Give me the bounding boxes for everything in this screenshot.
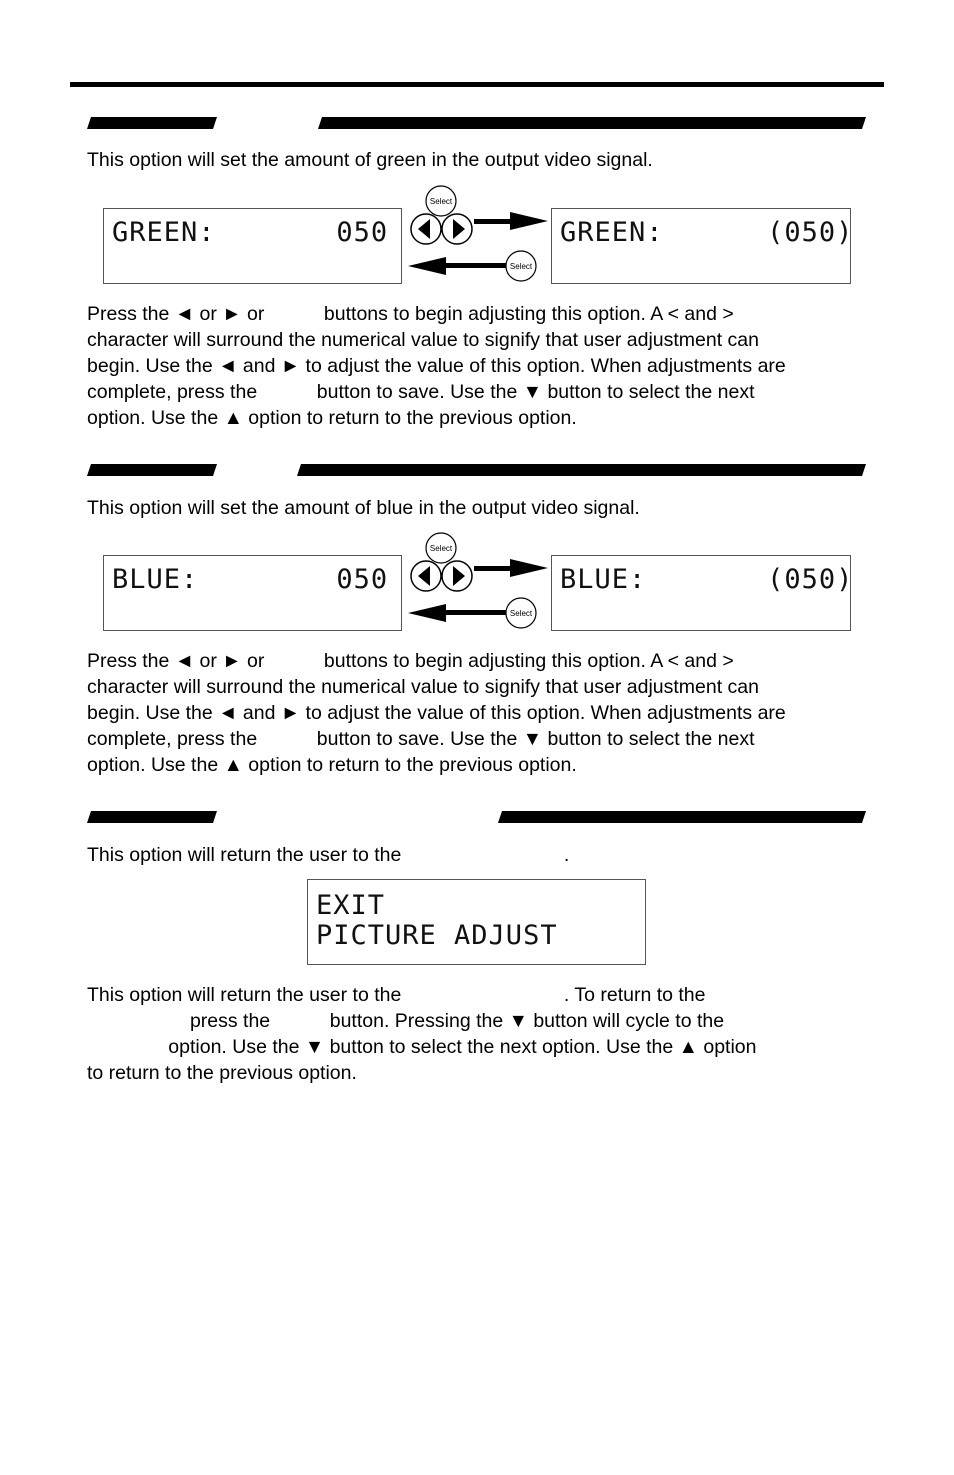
lcd-text: GREEN: 050 — [112, 217, 389, 248]
forward-arrow-shaft — [474, 566, 512, 571]
lcd-line-1: EXIT — [316, 890, 386, 921]
section-heading-bar-right — [297, 464, 866, 476]
back-arrow-shaft — [442, 610, 506, 615]
blue-intro-text: This option will set the amount of blue in the output video signal. — [87, 497, 640, 519]
top-rule — [70, 82, 884, 87]
back-arrow-head — [408, 257, 446, 275]
section-heading-bar-left — [87, 117, 217, 129]
back-arrow-head — [408, 604, 446, 622]
lcd-text: BLUE: (050) — [560, 564, 854, 595]
select-label: Select — [429, 544, 453, 553]
section-heading-bar-right — [498, 811, 866, 823]
forward-arrow-head — [510, 559, 548, 577]
select-label: Select — [509, 609, 533, 618]
lcd-exit — [307, 879, 646, 965]
back-arrow-shaft — [442, 263, 506, 268]
blue-instructions: Press the ◄ or ► or buttons to begin adjusting this option. A < and > character will surround the numerical value to signify that user adjustment can begin. Use the ◄ and ► to adjust the value of this option. When adjustments are complete, press the button to save. Use the ▼ button to select the next option. Use the ▲ option to return to the previous option. — [87, 650, 786, 776]
green-transition-diagram — [400, 185, 552, 285]
lcd-blue-after — [551, 555, 854, 631]
green-intro-text: This option will set the amount of green in the output video signal. — [87, 149, 653, 171]
lcd-text: BLUE: 050 — [112, 564, 389, 595]
blue-transition-diagram — [400, 532, 552, 632]
section-heading-bar-right — [318, 117, 866, 129]
select-label: Select — [429, 197, 453, 206]
lcd-green-after — [551, 208, 854, 284]
section-heading-bar-left — [87, 464, 217, 476]
select-label: Select — [509, 262, 533, 271]
lcd-green-before — [103, 208, 402, 284]
forward-arrow-shaft — [474, 219, 512, 224]
lcd-blue-before — [103, 555, 402, 631]
forward-arrow-head — [510, 212, 548, 230]
lcd-text: GREEN: (050) — [560, 217, 854, 248]
section-heading-bar-left — [87, 811, 217, 823]
lcd-line-2: PICTURE ADJUST — [316, 920, 558, 951]
exit-instructions: This option will return the user to the . To return to the press the button. Pressing the ▼ button will cycle to the option. Use the ▼ button to select the next option. Use the ▲ option to return to the previous option. — [87, 984, 757, 1084]
green-instructions: Press the ◄ or ► or buttons to begin adjusting this option. A < and > character will surround the numerical value to signify that user adjustment can begin. Use the ◄ and ► to adjust the value of this option. When adjustments are complete, press the button to save. Use the ▼ button to select the next option. Use the ▲ option to return to the previous option. — [87, 303, 786, 429]
exit-intro-text: This option will return the user to the . — [87, 844, 570, 866]
